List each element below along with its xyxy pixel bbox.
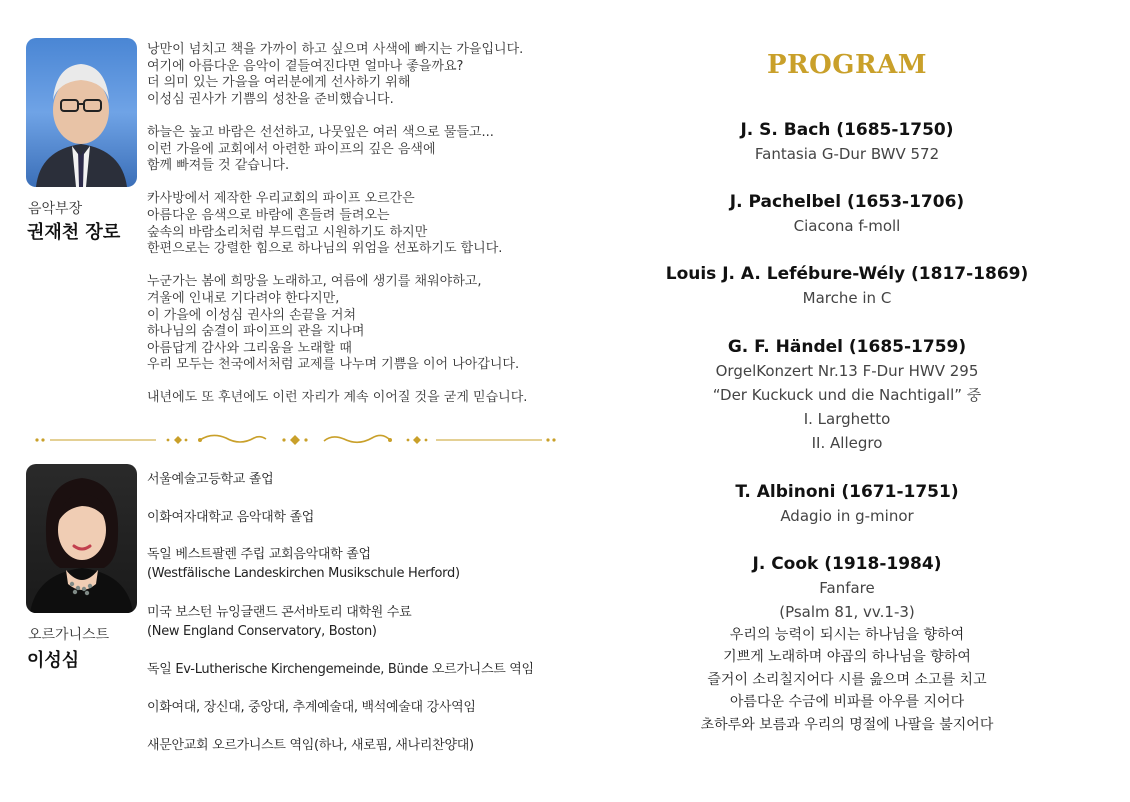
piece-title: Fanfare — [819, 579, 875, 597]
psalm-line: 기쁘게 노래하며 야곱의 하나님을 향하여 — [723, 649, 971, 666]
bio-item: 독일 베스트팔렌 주립 교회음악대학 졸업 — [147, 547, 371, 562]
piece-movement: II. Allegro — [811, 434, 883, 452]
piece-composer: J. Cook (1918-1984) — [752, 554, 942, 574]
piece-title: OrgelKonzert Nr.13 F-Dur HWV 295 — [715, 362, 979, 380]
bio-item: 독일 Ev-Lutherische Kirchengemeinde, Bünde 오르가니스트 역임 — [147, 662, 534, 677]
piece-composer: G. F. Händel (1685-1759) — [727, 337, 967, 357]
piece-subtitle: “Der Kuckuck und die Nachtigall” 중 — [712, 386, 982, 404]
intro-line: 더 의미 있는 가을을 여러분에게 선사하기 위해 — [147, 75, 411, 91]
intro-line: 누군가는 봄에 희망을 노래하고, 여름에 생기를 채워야하고, — [147, 274, 482, 290]
program-piece — [600, 335, 1094, 455]
program-piece — [600, 552, 1094, 736]
intro-line: 이런 가을에 교회에서 아련한 파이프의 깊은 음색에 — [147, 141, 436, 157]
piece-composer: J. Pachelbel (1653-1706) — [729, 192, 965, 212]
intro-line: 낭만이 넘치고 책을 가까이 하고 싶으며 사색에 빠지는 가을입니다. — [147, 42, 524, 57]
bio-item: (Westfälische Landeskirchen Musikschule Herford) — [147, 566, 460, 581]
intro-paragraph — [147, 191, 567, 257]
intro-line: 함께 빠져들 것 같습니다. — [147, 158, 290, 174]
intro-line: 한편으로는 강렬한 힘으로 하나님의 위엄을 선포하기도 합니다. — [147, 241, 503, 257]
intro-line: 우리 모두는 천국에서처럼 교제를 나누며 기쁨을 이어 나아갑니다. — [147, 357, 520, 373]
portrait-illustration — [26, 464, 137, 613]
piece-title: Marche in C — [802, 289, 892, 307]
intro-line: 여기에 아름다운 음악이 곁들여진다면 얼마나 좋을까요? — [147, 58, 464, 74]
portrait-illustration — [26, 38, 137, 187]
bio-item: 이화여대, 장신대, 중앙대, 추계예술대, 백석예술대 강사역임 — [147, 700, 476, 715]
person1-role: 음악부장 — [28, 201, 83, 217]
intro-paragraph — [147, 390, 567, 407]
piece-title: Ciacona f-moll — [793, 217, 901, 235]
bio-item: 서울예술고등학교 졸업 — [147, 472, 274, 487]
intro-text — [147, 42, 567, 424]
program-piece — [600, 480, 1094, 528]
organist-portrait-photo — [26, 464, 137, 613]
piece-composer: J. S. Bach (1685-1750) — [740, 120, 954, 140]
person2-name: 이성심 — [27, 650, 80, 671]
intro-line: 아름답게 감사와 그리움을 노래할 때 — [147, 340, 352, 356]
intro-line: 하나님의 숨결이 파이프의 관을 지나며 — [147, 324, 365, 340]
ornamental-divider — [34, 430, 558, 450]
psalm-line: 아름다운 수금에 비파를 아우를 지어다 — [729, 694, 965, 711]
piece-reference: (Psalm 81, vv.1-3) — [779, 603, 915, 621]
intro-paragraph — [147, 42, 567, 108]
person2-role: 오르가니스트 — [28, 627, 110, 643]
psalm-line: 우리의 능력이 되시는 하나님을 향하여 — [729, 627, 965, 643]
intro-line: 카사방에서 제작한 우리교회의 파이프 오르간은 — [147, 191, 415, 207]
psalm-line: 즐거이 소리칠지어다 시를 읊으며 소고를 치고 — [707, 671, 987, 688]
intro-line: 겨울에 인내로 기다려야 한다지만, — [147, 290, 340, 306]
elder-portrait-photo — [26, 38, 137, 187]
intro-line: 내년에도 또 후년에도 이런 자리가 계속 이어질 것을 굳게 믿습니다. — [147, 390, 528, 406]
intro-paragraph — [147, 274, 567, 374]
bio-item: 새문안교회 오르가니스트 역임(하나, 새로핌, 새나리찬양대) — [147, 738, 474, 753]
piece-title: Adagio in g-minor — [780, 507, 914, 525]
program-piece — [600, 190, 1094, 238]
intro-line: 숲속의 바람소리처럼 부드럽고 시원하기도 하지만 — [147, 224, 428, 240]
intro-line: 이성심 권사가 기쁨의 성찬을 준비했습니다. — [147, 91, 394, 107]
intro-line: 하늘은 높고 바람은 선선하고, 나뭇잎은 여러 색으로 물들고... — [147, 124, 494, 140]
bio-item: 미국 보스턴 뉴잉글랜드 콘서바토리 대학원 수료 — [147, 605, 412, 620]
person1-name: 권재천 장로 — [27, 222, 121, 243]
bio-item: 이화여자대학교 음악대학 졸업 — [147, 510, 315, 525]
piece-composer: Louis J. A. Lefébure-Wély (1817-1869) — [665, 264, 1029, 284]
piece-title: Fantasia G-Dur BWV 572 — [754, 145, 940, 163]
program-title: PROGRAM — [766, 50, 928, 80]
program-piece — [600, 262, 1094, 310]
intro-paragraph — [147, 125, 567, 175]
piece-movement: I. Larghetto — [803, 410, 891, 428]
intro-line: 이 가을에 이성심 권사의 손끝을 거쳐 — [147, 307, 357, 323]
piece-composer: T. Albinoni (1671-1751) — [735, 482, 959, 502]
bio-item: (New England Conservatory, Boston) — [147, 624, 377, 639]
program-piece — [600, 118, 1094, 166]
intro-line: 아름다운 음색으로 바람에 흔들려 들려오는 — [147, 207, 390, 223]
psalm-line: 초하루와 보름과 우리의 명절에 나팔을 불지어다 — [700, 716, 994, 733]
